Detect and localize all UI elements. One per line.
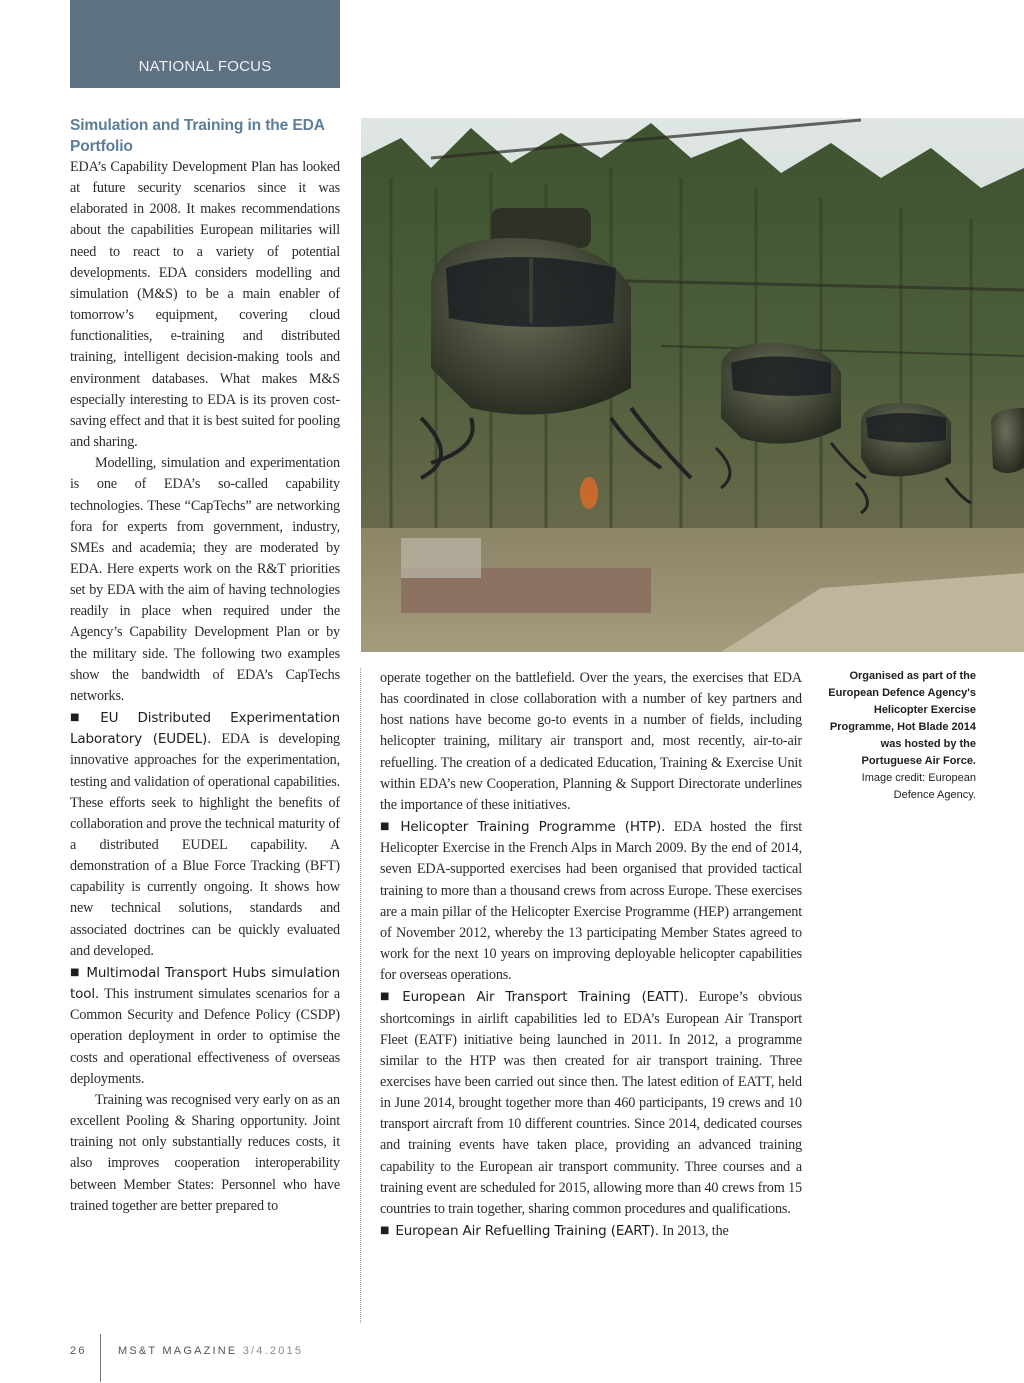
helicopters-photo <box>361 118 1024 652</box>
issue-number: 3/4.2015 <box>242 1345 304 1357</box>
bullet-square-icon: ■ <box>380 821 395 833</box>
bullet-square-icon: ■ <box>380 1225 390 1237</box>
article-column-middle <box>380 668 802 1242</box>
magazine-name: MS&T MAGAZINE <box>118 1345 238 1357</box>
bullet-title: European Air Transport Training (EATT). <box>402 989 689 1006</box>
page-number: 26 <box>70 1345 87 1357</box>
bullet-title: Multimodal Transport Hubs simulation tool. <box>70 964 340 1003</box>
bullet-text: This instrument simulates scenarios for a Common Security and Defence Policy (CSDP) operation deployment in order to optimise the costs and operational effectiveness of overseas deployments. <box>70 986 340 1087</box>
caption-text: Organised as part of the European Defence Agency's Helicopter Exercise Programme, Hot Blade 2014 was hosted by the Portuguese Air Force. <box>828 670 976 767</box>
paragraph-2: Modelling, simulation and experimentation is one of EDA’s so-called capability technologies. These “CapTechs” are networking fora for experts from government, industry, SMEs and academia; they are moderated by EDA. Here experts work on the R&T priorities set by EDA with the aim of having technologies readily in place when required under the Agency’s Capability Development Plan or by the military side. The following two examples show the bandwidth of EDA’s CapTechs networks. <box>70 455 340 704</box>
bullet-square-icon: ■ <box>70 712 95 724</box>
bullet-htp <box>380 816 802 986</box>
article-heading: Simulation and Training in the EDA Portfolio <box>70 117 325 155</box>
paragraph-1: EDA’s Capability Development Plan has looked at future security scenarios since it was elaborated in 2008. It makes recommendations about the capabilities European militaries will need to react to a variety of potential developments. EDA considers modelling and simulation (M&S) to be a main enabler of tomorrow’s equipment, covering cloud functionalities, e-training and distributed training, intelligent decision-making tools and environment databases. What makes M&S especially interesting to EDA is its proven cost-saving effect and that it is best suited for pooling and sharing. <box>70 159 340 451</box>
bullet-square-icon: ■ <box>70 966 81 978</box>
paragraph-4: operate together on the battlefield. Over the years, the exercises that EDA has coordinated in close collaboration with a number of key partners and host nations have become go-to events in a number of fields, including helicopter training, military air transport and, most recently, air-to-air refuelling. The creation of a dedicated Education, Training & Exercise Unit within EDA’s new Cooperation, Planning & Support Directorate underlines the importance of these initiatives. <box>380 670 802 813</box>
section-label: NATIONAL FOCUS <box>138 58 272 75</box>
footer-rule <box>100 1334 101 1382</box>
magazine-title <box>118 1345 303 1357</box>
bullet-title: Helicopter Training Programme (HTP). <box>400 819 666 836</box>
bullet-title: EU Distributed Experimentation Laboratory (EUDEL). <box>70 710 340 748</box>
paragraph-3: Training was recognised very early on as an excellent Pooling & Sharing opportunity. Joint training not only substantially reduces costs, it also improves cooperation interoperability between Member States: Personnel who have trained together are better prepared to <box>70 1091 340 1214</box>
bullet-square-icon: ■ <box>380 991 397 1003</box>
helicopters-illustration <box>361 118 1024 652</box>
bullet-eart <box>380 1220 802 1242</box>
bullet-eudel <box>70 707 340 962</box>
bullet-text: Europe’s obvious shortcomings in airlift capabilities led to EDA’s European Air Transport Fleet (EATF) initiative being launched in 2011. In 2012, a programme similar to the HTP was then created for air transport training. Three exercises have been carried out since then. The latest edition of EATT, held in June 2014, brought together more than 460 participants, 19 crews and 10 transport aircraft from 10 different countries. Since 2014, dedicated courses and training events have taken place, providing an advanced training capability to the European air transport community. Three courses and a training event are scheduled for 2015, allowing more than 40 crews from 15 countries to train together, sharing common procedures and qualifications. <box>380 989 802 1217</box>
bullet-text: In 2013, the <box>658 1223 729 1240</box>
bullet-title: European Air Refuelling Training (EART). <box>395 1223 659 1240</box>
article-column-left <box>70 115 340 1217</box>
section-tab <box>70 0 340 88</box>
bullet-eatt <box>380 986 802 1220</box>
caption-credit: Image credit: European Defence Agency. <box>861 772 976 801</box>
column-divider <box>360 668 361 1323</box>
bullet-text: EDA is developing innovative approaches for the experimentation, testing and validation of operational capabilities. These efforts seek to highlight the benefits of collaboration and prove the technical maturity of a distributed EUDEL capability. A demonstration of a Blue Force Tracking (BFT) capability is currently ongoing. It shows how new technical solutions, standards and associated doctrines can be quickly evaluated and developed. <box>70 731 340 959</box>
photo-caption <box>820 668 976 804</box>
bullet-text: EDA hosted the first Helicopter Exercise in the French Alps in March 2009. By the end of 2014, seven EDA-supported exercises had been organised that provided tactical training to more than a thousand crews from across Europe. These exercises are a main pillar of the Helicopter Exercise Programme (HEP) arrangement of November 2012, whereby the 13 participating Member States agreed to work for the next 10 years on improving deployable helicopter capabilities for overseas operations. <box>380 819 802 984</box>
bullet-transport-hubs <box>70 962 340 1090</box>
